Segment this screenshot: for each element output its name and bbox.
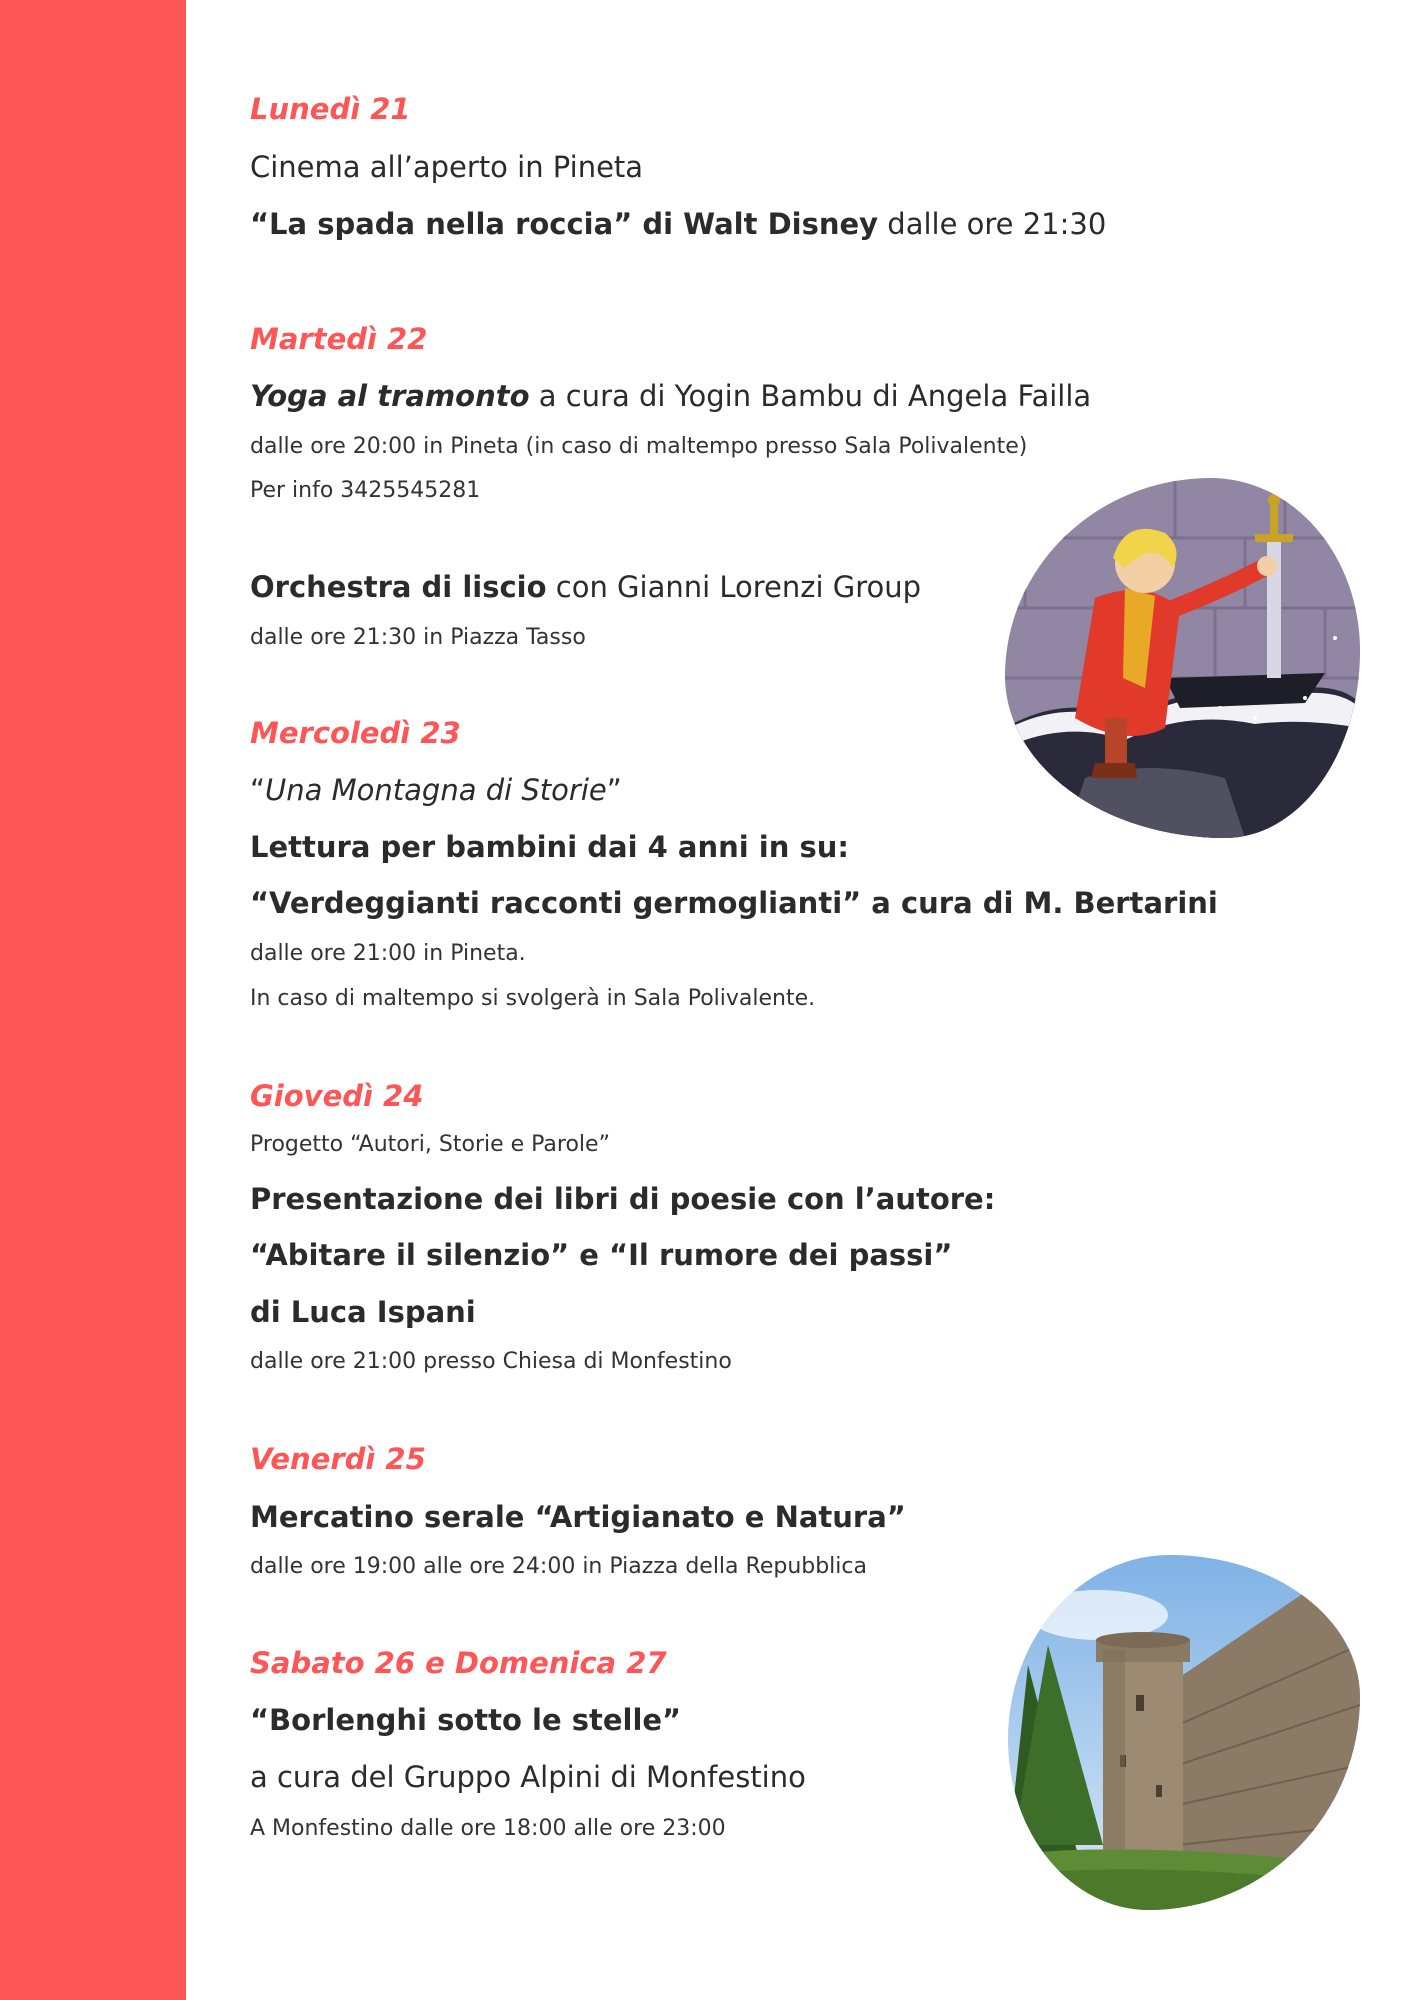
open-quote: “ — [250, 773, 266, 807]
event-organizer: a cura di Yogin Bambu di Angela Failla — [529, 379, 1092, 413]
event-text — [250, 773, 622, 807]
day-heading-tuesday: Martedì 22 — [250, 322, 428, 356]
event-details: dalle ore 20:00 in Pineta (in caso di maltempo presso Sala Polivalente) — [250, 434, 1028, 459]
day-heading-friday: Venerdì 25 — [250, 1442, 426, 1476]
day-heading-thursday: Giovedì 24 — [250, 1079, 424, 1113]
event-details: dalle ore 21:00 presso Chiesa di Monfestino — [250, 1349, 732, 1374]
event-details: dalle ore 21:30 in Piazza Tasso — [250, 625, 586, 650]
event-name: Orchestra di liscio — [250, 570, 547, 604]
castle-tower-picture — [1008, 1555, 1360, 1910]
castle-tower-photo — [1008, 1555, 1360, 1910]
close-quote: ” — [606, 773, 622, 807]
sword-in-stone-picture — [1005, 478, 1360, 838]
event-title: di Luca Ispani — [250, 1295, 476, 1329]
event-title: Lettura per bambini dai 4 anni in su: — [250, 830, 849, 864]
event-title-line — [250, 207, 1106, 241]
event-details: dalle ore 21:00 in Pineta. — [250, 941, 526, 966]
event-organizer: con Gianni Lorenzi Group — [546, 570, 922, 604]
event-title-line — [250, 379, 1091, 413]
day-heading-wednesday: Mercoledì 23 — [250, 716, 461, 750]
event-details: In caso di maltempo si svolgerà in Sala Polivalente. — [250, 986, 816, 1011]
day-heading-weekend: Sabato 26 e Domenica 27 — [250, 1646, 667, 1680]
event-title: “Abitare il silenzio” e “Il rumore dei passi” — [250, 1238, 953, 1272]
event-text: Cinema all’aperto in Pineta — [250, 150, 644, 184]
event-project: Progetto “Autori, Storie e Parole” — [250, 1132, 610, 1157]
movie-title: “La spada nella roccia” di Walt Disney — [250, 207, 879, 241]
event-title-line — [250, 570, 921, 604]
event-time: dalle ore 21:30 — [878, 207, 1107, 241]
event-title: “Verdeggianti racconti germoglianti” a cura di M. Bertarini — [250, 886, 1218, 920]
event-title: Presentazione dei libri di poesie con l’autore: — [250, 1182, 996, 1216]
event-title: “Borlenghi sotto le stelle” — [250, 1703, 682, 1737]
event-title: Mercatino serale “Artigianato e Natura” — [250, 1500, 906, 1534]
left-accent-bar — [0, 0, 186, 2000]
event-contact: Per info 3425545281 — [250, 478, 481, 503]
day-heading-monday: Lunedì 21 — [250, 92, 411, 126]
event-series-title: Una Montagna di Storie — [265, 773, 607, 807]
event-name: Yoga al tramonto — [250, 379, 530, 413]
event-details: A Monfestino dalle ore 18:00 alle ore 23:00 — [250, 1816, 726, 1841]
event-details: dalle ore 19:00 alle ore 24:00 in Piazza della Repubblica — [250, 1554, 867, 1579]
sword-in-stone-illustration — [1005, 478, 1360, 838]
event-organizer: a cura del Gruppo Alpini di Monfestino — [250, 1760, 806, 1794]
